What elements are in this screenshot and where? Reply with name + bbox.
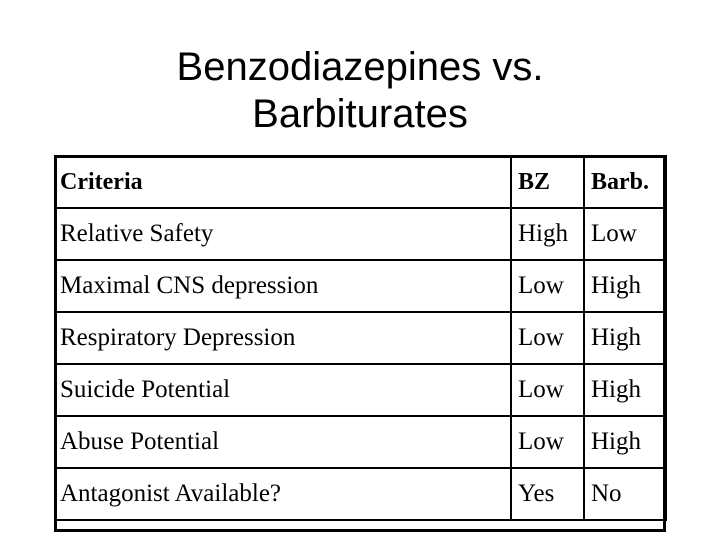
- table-row: [54, 208, 666, 260]
- title-line-2: Barbiturates: [252, 92, 468, 136]
- row-barb-cell: No: [584, 468, 666, 520]
- row-criteria-cell: Respiratory Depression: [54, 312, 511, 364]
- row-barb-cell: Low: [584, 208, 666, 260]
- row-criteria-cell: Maximal CNS depression: [54, 260, 511, 312]
- table-row: [54, 468, 666, 520]
- row-bz-cell: Low: [511, 312, 584, 364]
- comparison-table: [54, 155, 667, 521]
- title-line-1: Benzodiazepines vs.: [176, 45, 544, 89]
- row-bz-cell: Low: [511, 260, 584, 312]
- header-bz: BZ: [511, 156, 584, 208]
- table-row: [54, 364, 666, 416]
- table-row: [54, 416, 666, 468]
- slide-title: [0, 44, 720, 138]
- row-barb-cell: High: [584, 260, 666, 312]
- row-bz-cell: Low: [511, 416, 584, 468]
- row-criteria-cell: Abuse Potential: [54, 416, 511, 468]
- table-row: [54, 312, 666, 364]
- row-barb-cell: High: [584, 312, 666, 364]
- header-criteria: Criteria: [54, 156, 511, 208]
- row-barb-cell: High: [584, 416, 666, 468]
- row-barb-cell: High: [584, 364, 666, 416]
- row-criteria-cell: Suicide Potential: [54, 364, 511, 416]
- row-bz-cell: High: [511, 208, 584, 260]
- row-bz-cell: Low: [511, 364, 584, 416]
- table-header-row: [54, 156, 666, 208]
- row-bz-cell: Yes: [511, 468, 584, 520]
- row-criteria-cell: Relative Safety: [54, 208, 511, 260]
- row-criteria-cell: Antagonist Available?: [54, 468, 511, 520]
- table-row: [54, 260, 666, 312]
- header-barb: Barb.: [584, 156, 666, 208]
